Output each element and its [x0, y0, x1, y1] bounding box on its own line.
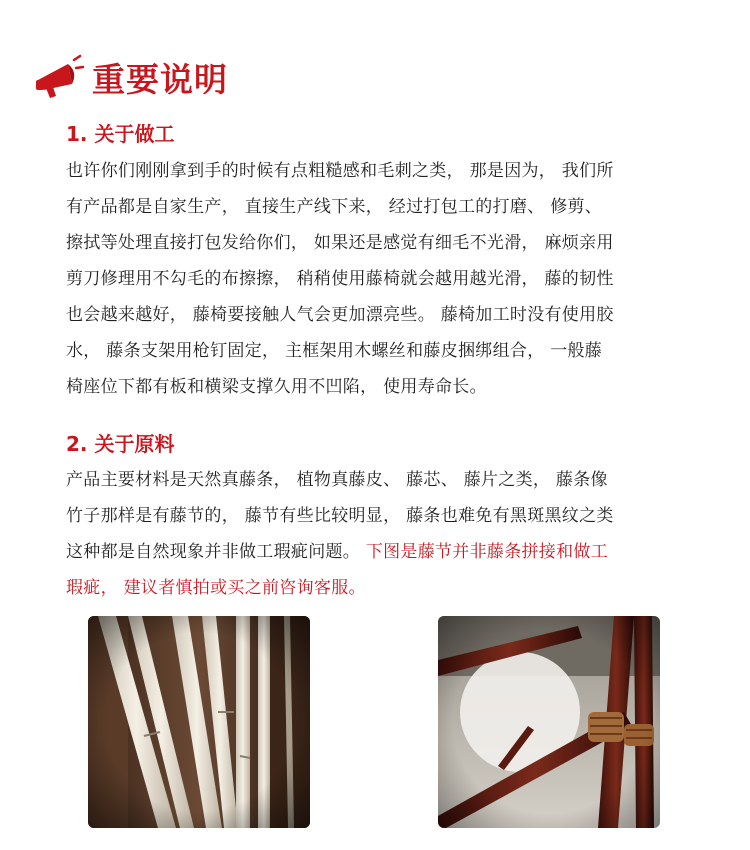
paragraph-line: 也会越来越好， 藤椅要接触人气会更加漂亮些。 藤椅加工时没有使用胶 [66, 305, 614, 325]
paragraph-text: 这种都是自然现象并非做工瑕疵问题。 [66, 542, 366, 562]
paragraph-line [66, 534, 706, 570]
page-header [34, 52, 228, 102]
page-title: 重要说明 [92, 59, 228, 99]
paragraph-line: 产品主要材料是天然真藤条， 植物真藤皮、 藤芯、 藤片之类， 藤条像 [66, 470, 608, 490]
section-body-workmanship [66, 153, 706, 405]
paragraph-line: 竹子那样是有藤节的， 藤节有些比较明显， 藤条也难免有黑斑黑纹之类 [66, 506, 614, 526]
section-body-materials [66, 462, 706, 606]
warning-note: 瑕疵， 建议者慎拍或买之前咨询客服。 [66, 578, 366, 598]
megaphone-icon [34, 54, 84, 100]
section-title-materials: 2. 关于原料 [66, 432, 175, 456]
warning-note: 下图是藤节并非藤条拼接和做工 [365, 542, 609, 562]
paragraph-line: 水， 藤条支架用枪钉固定， 主框架用木螺丝和藤皮捆绑组合， 一般藤 [66, 341, 603, 361]
rattan-sticks-photo [88, 616, 310, 828]
paragraph-line: 有产品都是自家生产， 直接生产线下来， 经过打包工的打磨、 修剪、 [66, 197, 603, 217]
paragraph-line: 擦拭等处理直接打包发给你们， 如果还是感觉有细毛不光滑， 麻烦亲用 [66, 233, 614, 253]
paragraph-line: 剪刀修理用不勾毛的布擦擦， 稍稍使用藤椅就会越用越光滑， 藤的韧性 [66, 269, 614, 289]
chair-joint-photo [438, 616, 660, 828]
section-title-workmanship: 1. 关于做工 [66, 122, 175, 146]
paragraph-line: 椅座位下都有板和横梁支撑久用不凹陷， 使用寿命长。 [66, 377, 487, 397]
paragraph-line: 也许你们刚刚拿到手的时候有点粗糙感和毛刺之类， 那是因为， 我们所 [66, 161, 614, 181]
